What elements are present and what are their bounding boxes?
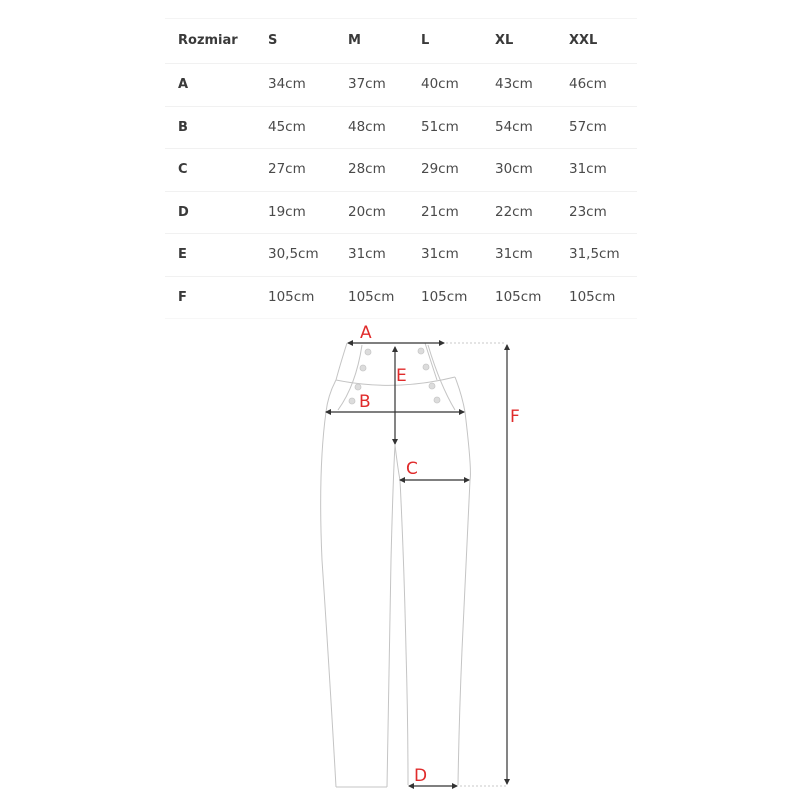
table-cell: 105cm [348,288,395,305]
table-cell: 28cm [348,161,386,177]
table-cell: 20cm [348,203,386,220]
table-cell: 30cm [495,161,533,177]
table-cell: 31cm [569,161,607,177]
label-e: E [396,366,407,386]
table-row-c [165,149,637,192]
table-cell: 31cm [348,246,386,262]
table-cell: 46cm [569,76,607,92]
table-row-f [165,277,637,320]
row-label: D [178,204,189,220]
label-c: C [406,459,418,479]
button-dots-icon [349,348,440,404]
header-size-xxl: XXL [569,33,598,48]
table-cell: 19cm [268,203,306,220]
table-cell: 30,5cm [268,246,319,262]
table-cell: 23cm [569,203,607,220]
table-cell: 29cm [421,161,459,177]
table-cell: 57cm [569,118,607,135]
pants-outline-icon [321,343,471,787]
table-cell: 48cm [348,118,386,135]
table-cell: 31cm [495,246,533,262]
header-size-label: Rozmiar [178,33,238,48]
table-cell: 27cm [268,161,306,177]
table-cell: 105cm [421,288,468,305]
table-cell: 22cm [495,203,533,220]
size-table [165,18,637,319]
row-label: E [178,247,187,262]
row-label: C [178,162,188,177]
table-cell: 31cm [421,246,459,262]
table-cell: 43cm [495,76,533,92]
label-f: F [510,407,520,427]
table-row-b [165,107,637,150]
table-row-d [165,192,637,235]
row-label: F [178,289,187,305]
table-cell: 105cm [569,288,616,305]
table-cell: 40cm [421,76,459,92]
table-header-row [165,18,637,64]
table-cell: 34cm [268,76,306,92]
table-cell: 37cm [348,76,386,92]
label-b: B [359,392,371,412]
table-row-e [165,234,637,277]
table-cell: 51cm [421,118,459,135]
header-size-l: L [421,33,430,48]
table-cell: 54cm [495,118,533,135]
header-size-s: S [268,33,278,48]
header-size-m: M [348,33,361,48]
row-label: B [178,119,188,135]
label-d: D [414,766,428,786]
row-label: A [178,77,189,92]
label-a: A [360,323,372,343]
table-cell: 105cm [495,288,542,305]
table-cell: 21cm [421,203,459,220]
header-size-xl: XL [495,33,514,48]
table-cell: 105cm [268,288,315,305]
table-cell: 31,5cm [569,246,620,262]
table-cell: 45cm [268,118,306,135]
table-row-a [165,64,637,107]
